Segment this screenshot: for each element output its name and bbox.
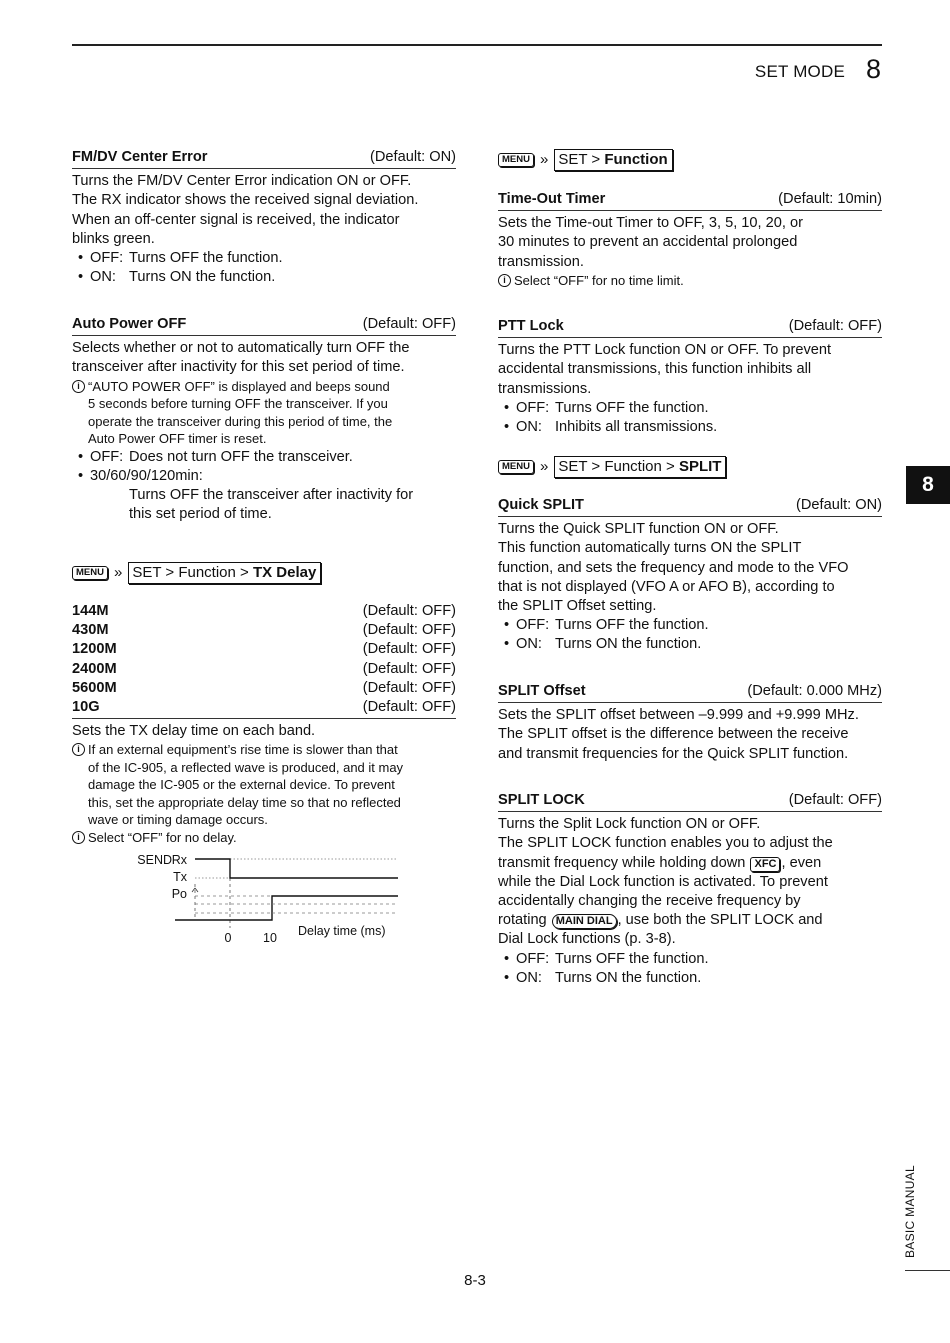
section-heading [498, 317, 882, 338]
tick-label-10: 10 [263, 931, 277, 945]
band-default: (Default: OFF) [362, 603, 456, 619]
body-line: Turns the FM/DV Center Error indication ON or OFF. [72, 173, 412, 190]
heading-title: PTT Lock [498, 318, 564, 334]
heading-default: (Default: OFF) [788, 318, 882, 334]
chapter-number: 8 [866, 54, 882, 84]
function-menu-path [498, 149, 882, 171]
info-note [498, 272, 882, 290]
heading-title: Time-Out Timer [498, 191, 606, 207]
note-line: damage the IC-905 or the external device. To prevent [88, 777, 395, 793]
bullet-item [498, 950, 882, 969]
note-line: this, set the appropriate delay time so that no reflected [88, 794, 401, 810]
info-icon: i [498, 274, 511, 287]
body-line: Turns the Quick SPLIT function ON or OFF. [498, 521, 779, 538]
heading-title: FM/DV Center Error [72, 149, 208, 165]
text-fragment: rotating [498, 912, 551, 929]
band-row [72, 679, 456, 698]
section-title: SET MODE [754, 62, 845, 81]
body-line: function, and sets the frequency and mode to the VFO [498, 559, 849, 576]
split-offset-section [498, 682, 882, 764]
band-name: 2400M [72, 660, 117, 677]
menu-path-box [128, 562, 321, 584]
heading-default: (Default: ON) [370, 149, 456, 165]
bullet-item [72, 268, 456, 287]
band-name: 10G [72, 699, 100, 716]
body-line: The SPLIT offset is the difference between the receive [498, 726, 849, 743]
heading-default: (Default: ON) [796, 497, 882, 513]
body-line: and transmit frequencies for the Quick SPLIT function. [498, 745, 849, 762]
heading-default: (Default: OFF) [788, 792, 882, 808]
bullet-text: Turns ON the function. [555, 969, 702, 986]
body-line: This function automatically turns ON the SPLIT [498, 540, 802, 557]
body-line: The RX indicator shows the received signal deviation. [72, 192, 419, 209]
body-line: Turns the Split Lock function ON or OFF. [498, 816, 761, 833]
band-name: 1200M [72, 641, 117, 658]
tx-delay-timing-diagram [120, 848, 410, 948]
axis-arrow [192, 888, 195, 892]
info-icon: i [72, 380, 85, 393]
path-plain: SET > Function > [132, 564, 253, 581]
bullet-label: OFF: [516, 950, 550, 967]
split-menu-path [498, 456, 882, 478]
quick-split-section [498, 496, 882, 655]
bullet-text: Turns OFF the function. [555, 399, 709, 416]
info-icon: i [72, 743, 85, 756]
note-line: Auto Power OFF timer is reset. [88, 431, 267, 447]
body-line: accidentally changing the receive frequency by [498, 893, 801, 910]
path-plain: SET > [558, 151, 605, 168]
bullet-label: ON: [516, 636, 542, 653]
bullet-label: OFF: [516, 399, 550, 416]
bullet-item [498, 616, 882, 635]
bullet-label: OFF: [90, 448, 124, 465]
x-axis-label: Delay time (ms) [298, 924, 386, 938]
info-note [72, 741, 456, 829]
menu-key-icon: MENU [498, 153, 534, 167]
body-line: that is not displayed (VFO A or AFO B), according to [498, 578, 835, 595]
section-heading [498, 190, 882, 211]
heading-default: (Default: 0.000 MHz) [747, 683, 882, 699]
main-dial-key-icon: MAIN DIAL [552, 914, 617, 929]
band-name: 430M [72, 622, 109, 639]
body-line: the SPLIT Offset setting. [498, 598, 657, 615]
menu-path-line [72, 562, 456, 584]
body-line: accidental transmissions, this function inhibits all [498, 361, 812, 378]
body-line: Sets the TX delay time on each band. [72, 723, 316, 740]
menu-key-icon: MENU [72, 566, 108, 580]
band-row [72, 602, 456, 621]
band-default: (Default: OFF) [362, 660, 456, 677]
body-line: Turns the PTT Lock function ON or OFF. To prevent [498, 342, 832, 359]
band-default: (Default: OFF) [362, 622, 456, 639]
info-note [72, 829, 456, 847]
path-bold: SPLIT [678, 458, 722, 475]
split-lock-section [498, 791, 882, 988]
bullet-label: 30/60/90/120min: [90, 467, 203, 484]
basic-manual-label: BASIC MANUAL [903, 1165, 917, 1258]
body-line: Sets the SPLIT offset between –9.999 and +9.999 MHz. [498, 707, 859, 724]
body-line: while the Dial Lock function is activated. To prevent [498, 873, 828, 890]
note-line: wave or timing damage occurs. [88, 812, 268, 828]
body-line: Sets the Time-out Timer to OFF, 3, 5, 10, 20, or [498, 215, 803, 232]
band-row [72, 660, 456, 679]
bullet-text: Turns ON the function. [129, 269, 276, 286]
send-signal-trace [195, 859, 398, 878]
time-out-timer-section [498, 190, 882, 289]
tick-label-0: 0 [224, 931, 232, 945]
chapter-tab[interactable]: 8 [906, 466, 950, 504]
section-heading [498, 682, 882, 703]
xfc-key-icon: XFC [750, 857, 780, 872]
auto-power-off-section [72, 315, 456, 524]
fm-dv-center-error-section [72, 148, 456, 287]
note-line: 5 seconds before turning OFF the transceiver. If you [88, 396, 388, 412]
body-line: Dial Lock functions (p. 3-8). [498, 931, 676, 948]
text-fragment: transmit frequency while holding down [498, 854, 750, 871]
bullet-item [498, 635, 882, 654]
tx-delay-section [72, 602, 456, 846]
band-default: (Default: OFF) [362, 641, 456, 658]
body-line: transmission. [498, 253, 584, 270]
send-label: SEND [137, 853, 172, 867]
bullet-label: OFF: [516, 617, 550, 634]
band-name: 5600M [72, 679, 117, 696]
heading-title: SPLIT LOCK [498, 792, 585, 808]
body-line: blinks green. [72, 230, 155, 247]
path-arrow: » [539, 458, 549, 476]
menu-path-box [554, 149, 672, 171]
path-bold: TX Delay [252, 564, 317, 581]
menu-key-icon: MENU [498, 460, 534, 474]
body-line: transmissions. [498, 380, 592, 397]
bullet-label: ON: [516, 419, 542, 436]
section-heading [72, 148, 456, 169]
bullet-item [498, 399, 882, 418]
side-rule [905, 1270, 950, 1271]
band-row [72, 640, 456, 659]
note-line: If an external equipment’s rise time is slower than that [88, 742, 398, 758]
section-heading [498, 791, 882, 812]
heading-title: Auto Power OFF [72, 316, 187, 332]
bullet-item [498, 969, 882, 988]
body-line: 30 minutes to prevent an accidental prolonged [498, 234, 798, 251]
menu-path-box [554, 456, 726, 478]
info-icon: i [72, 831, 85, 844]
note-line: operate the transceiver during this period of time, the [88, 413, 393, 429]
bullet-text: Turns ON the function. [555, 636, 702, 653]
info-note [72, 378, 456, 448]
band-name: 144M [72, 603, 109, 619]
heading-title: Quick SPLIT [498, 497, 584, 513]
section-heading [498, 496, 882, 517]
body-line: transceiver after inactivity for this set period of time. [72, 359, 405, 376]
band-row [72, 621, 456, 640]
bullet-label: ON: [516, 969, 542, 986]
body-line: Selects whether or not to automatically turn OFF the [72, 340, 410, 357]
heading-default: (Default: OFF) [362, 316, 456, 332]
body-line [498, 854, 882, 873]
bullet-label: ON: [90, 269, 116, 286]
note-line: of the IC-905, a reflected wave is produced, and it may [88, 759, 404, 775]
bullet-item [72, 249, 456, 268]
po-label: Po [171, 887, 187, 901]
header-rule [72, 44, 882, 46]
bullet-text: Turns OFF the function. [129, 250, 283, 267]
po-signal-trace [175, 896, 398, 920]
menu-path-line [498, 149, 882, 171]
note-line: Select “OFF” for no time limit. [514, 272, 684, 288]
tx-delay-menu-path [72, 562, 456, 584]
path-arrow: » [539, 151, 549, 169]
note-line: “AUTO POWER OFF” is displayed and beeps sound [88, 378, 390, 394]
section-heading [72, 315, 456, 336]
heading-default: (Default: 10min) [778, 191, 882, 207]
note-line: Select “OFF” for no delay. [88, 829, 237, 845]
bullet-item [498, 418, 882, 437]
ptt-lock-section [498, 317, 882, 437]
bullet-item [72, 448, 456, 467]
path-bold: Function [604, 151, 668, 168]
body-line [498, 911, 882, 930]
heading-title: SPLIT Offset [498, 683, 586, 699]
bullet-label: OFF: [90, 250, 124, 267]
bullet-item [72, 467, 456, 486]
bullet-text: Turns OFF the function. [555, 950, 709, 967]
menu-path-line [498, 456, 882, 478]
rx-label: Rx [171, 853, 187, 867]
text-fragment: , use both the SPLIT LOCK and [617, 912, 823, 929]
bullet-text: Turns OFF the function. [555, 617, 709, 634]
bullet-text: Inhibits all transmissions. [555, 419, 718, 436]
tx-label: Tx [173, 870, 187, 884]
path-arrow: » [113, 564, 123, 582]
path-plain: SET > Function > [558, 458, 679, 475]
bullet-continuation: this set period of time. [129, 506, 272, 523]
body-line: When an off-center signal is received, the indicator [72, 211, 400, 228]
band-row [72, 698, 456, 719]
band-default: (Default: OFF) [362, 679, 456, 696]
axis-arrow [195, 888, 198, 892]
bullet-continuation: Turns OFF the transceiver after inactivity for [129, 487, 414, 504]
text-fragment: , even [781, 854, 822, 871]
bullet-text: Does not turn OFF the transceiver. [129, 448, 353, 465]
page-number: 8-3 [464, 1272, 486, 1289]
band-default: (Default: OFF) [362, 699, 456, 716]
body-line: The SPLIT LOCK function enables you to adjust the [498, 835, 833, 852]
